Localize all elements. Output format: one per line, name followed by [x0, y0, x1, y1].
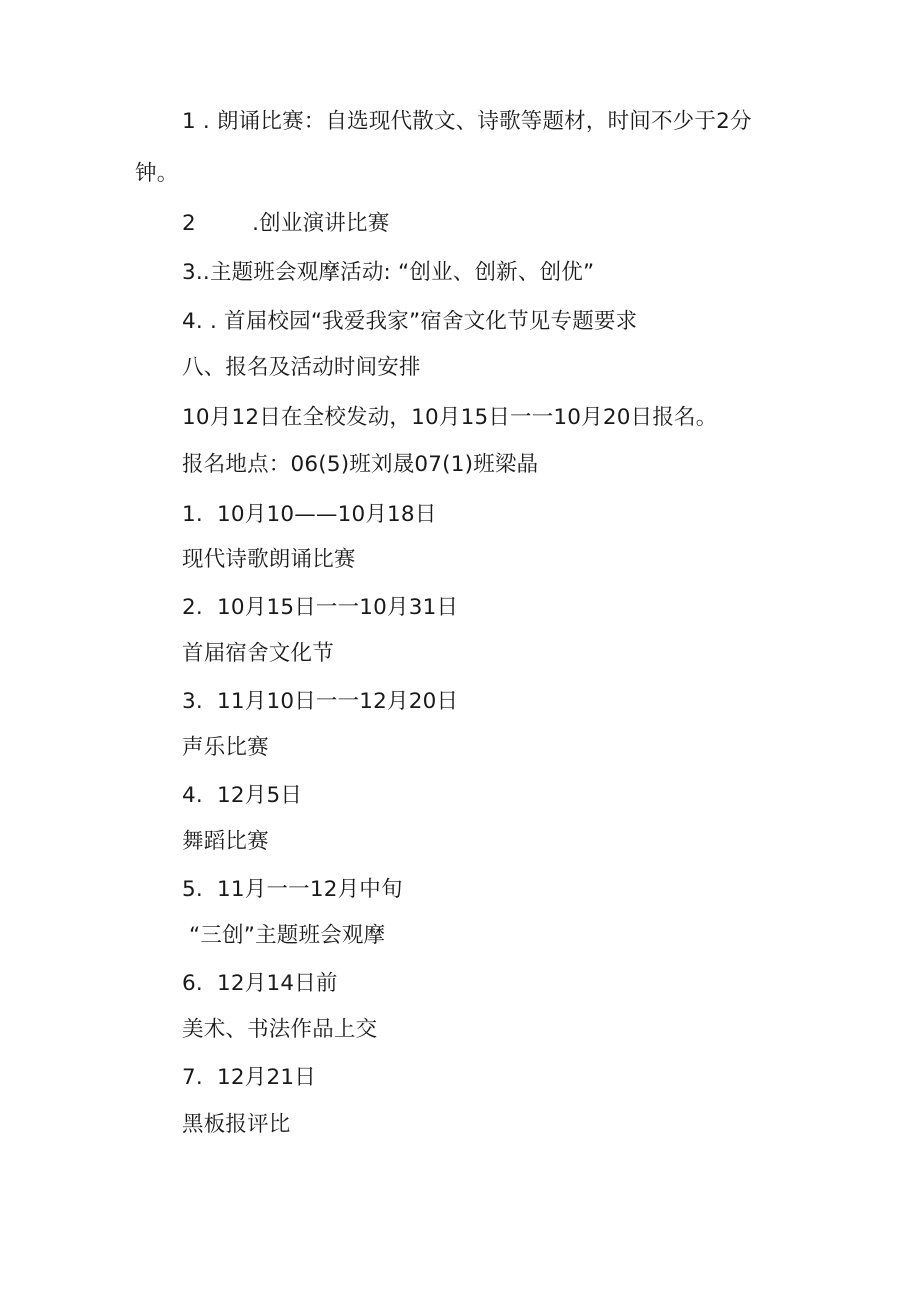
schedule-date-4: 4. 12月5日	[182, 783, 303, 808]
schedule-event-1: 现代诗歌朗诵比赛	[182, 547, 356, 572]
item-1-recitation: 1 . 朗诵比赛：自选现代散文、诗歌等题材，时间不少于2分	[182, 109, 752, 134]
schedule-event-6: 美术、书法作品上交	[182, 1017, 378, 1042]
schedule-date-5: 5. 11月一一12月中旬	[182, 877, 403, 902]
schedule-date-7: 7. 12月21日	[182, 1065, 316, 1090]
item-3-class-meeting: 3..主题班会观摩活动: “创业、创新、创优”	[182, 260, 595, 285]
schedule-event-2: 首届宿舍文化节	[182, 641, 334, 666]
item-2-speech: 2 .创业演讲比赛	[182, 211, 390, 236]
schedule-date-1: 1. 10月10——10月18日	[182, 502, 437, 527]
schedule-event-3: 声乐比赛	[182, 735, 269, 760]
schedule-date-3: 3. 11月10日一一12月20日	[182, 689, 459, 714]
registration-location: 报名地点：06(5)班刘晟07(1)班梁晶	[182, 452, 539, 477]
schedule-date-2: 2. 10月15日一一10月31日	[182, 595, 459, 620]
item-4-dorm-festival: 4. . 首届校园“我爱我家”宿舍文化节见专题要求	[182, 309, 638, 334]
schedule-date-6: 6. 12月14日前	[182, 971, 338, 996]
registration-dates: 10月12日在全校发动，10月15日一一10月20日报名。	[182, 405, 718, 430]
schedule-event-7: 黑板报评比	[182, 1112, 291, 1137]
schedule-event-4: 舞蹈比赛	[182, 829, 269, 854]
section-heading-schedule: 八、报名及活动时间安排	[182, 355, 421, 380]
item-1-continuation: 钟。	[135, 161, 179, 186]
schedule-event-5: “三创”主题班会观摩	[182, 923, 386, 948]
